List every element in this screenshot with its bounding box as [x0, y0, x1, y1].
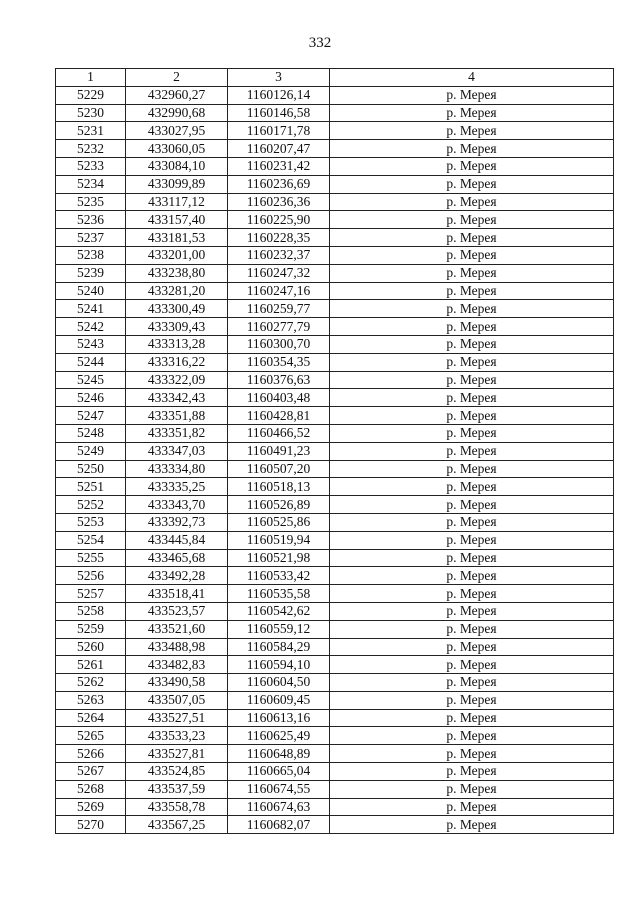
description-cell: р. Мерея	[330, 780, 614, 798]
description-cell: р. Мерея	[330, 531, 614, 549]
x-coordinate-cell: 433527,81	[126, 745, 228, 763]
y-coordinate-cell: 1160228,35	[228, 229, 330, 247]
table-row	[56, 798, 614, 816]
x-coordinate-cell: 433465,68	[126, 549, 228, 567]
x-coordinate-cell: 433334,80	[126, 460, 228, 478]
table-row	[56, 193, 614, 211]
point-number-cell: 5236	[56, 211, 126, 229]
table-row	[56, 780, 614, 798]
x-coordinate-cell: 433322,09	[126, 371, 228, 389]
y-coordinate-cell: 1160207,47	[228, 140, 330, 158]
table-row	[56, 763, 614, 781]
point-number-cell: 5248	[56, 424, 126, 442]
description-cell: р. Мерея	[330, 602, 614, 620]
y-coordinate-cell: 1160584,29	[228, 638, 330, 656]
y-coordinate-cell: 1160259,77	[228, 300, 330, 318]
description-cell: р. Мерея	[330, 763, 614, 781]
table-row	[56, 709, 614, 727]
description-cell: р. Мерея	[330, 745, 614, 763]
y-coordinate-cell: 1160521,98	[228, 549, 330, 567]
description-cell: р. Мерея	[330, 407, 614, 425]
coordinates-table	[55, 68, 614, 834]
description-cell: р. Мерея	[330, 727, 614, 745]
point-number-cell: 5234	[56, 175, 126, 193]
point-number-cell: 5250	[56, 460, 126, 478]
x-coordinate-cell: 433201,00	[126, 246, 228, 264]
y-coordinate-cell: 1160525,86	[228, 513, 330, 531]
y-coordinate-cell: 1160535,58	[228, 585, 330, 603]
y-coordinate-cell: 1160665,04	[228, 763, 330, 781]
point-number-cell: 5238	[56, 246, 126, 264]
table-row	[56, 549, 614, 567]
x-coordinate-cell: 433099,89	[126, 175, 228, 193]
point-number-cell: 5270	[56, 816, 126, 834]
table-row	[56, 264, 614, 282]
y-coordinate-cell: 1160354,35	[228, 353, 330, 371]
description-cell: р. Мерея	[330, 585, 614, 603]
point-number-cell: 5267	[56, 763, 126, 781]
point-number-cell: 5244	[56, 353, 126, 371]
point-number-cell: 5231	[56, 122, 126, 140]
point-number-cell: 5241	[56, 300, 126, 318]
point-number-cell: 5239	[56, 264, 126, 282]
description-cell: р. Мерея	[330, 638, 614, 656]
description-cell: р. Мерея	[330, 513, 614, 531]
description-cell: р. Мерея	[330, 816, 614, 834]
table-row	[56, 478, 614, 496]
x-coordinate-cell: 433281,20	[126, 282, 228, 300]
table-row	[56, 211, 614, 229]
table-row	[56, 335, 614, 353]
y-coordinate-cell: 1160594,10	[228, 656, 330, 674]
column-header: 2	[126, 69, 228, 87]
x-coordinate-cell: 433181,53	[126, 229, 228, 247]
point-number-cell: 5235	[56, 193, 126, 211]
y-coordinate-cell: 1160236,69	[228, 175, 330, 193]
x-coordinate-cell: 433309,43	[126, 318, 228, 336]
point-number-cell: 5259	[56, 620, 126, 638]
table-row	[56, 602, 614, 620]
y-coordinate-cell: 1160609,45	[228, 691, 330, 709]
description-cell: р. Мерея	[330, 175, 614, 193]
table-row	[56, 496, 614, 514]
y-coordinate-cell: 1160682,07	[228, 816, 330, 834]
point-number-cell: 5256	[56, 567, 126, 585]
y-coordinate-cell: 1160613,16	[228, 709, 330, 727]
y-coordinate-cell: 1160225,90	[228, 211, 330, 229]
table-header-row	[56, 69, 614, 87]
x-coordinate-cell: 433482,83	[126, 656, 228, 674]
x-coordinate-cell: 433527,51	[126, 709, 228, 727]
description-cell: р. Мерея	[330, 211, 614, 229]
description-cell: р. Мерея	[330, 122, 614, 140]
table-row	[56, 86, 614, 104]
point-number-cell: 5257	[56, 585, 126, 603]
table-row	[56, 745, 614, 763]
description-cell: р. Мерея	[330, 318, 614, 336]
description-cell: р. Мерея	[330, 229, 614, 247]
point-number-cell: 5253	[56, 513, 126, 531]
y-coordinate-cell: 1160648,89	[228, 745, 330, 763]
description-cell: р. Мерея	[330, 709, 614, 727]
point-number-cell: 5237	[56, 229, 126, 247]
description-cell: р. Мерея	[330, 193, 614, 211]
description-cell: р. Мерея	[330, 282, 614, 300]
table-row	[56, 727, 614, 745]
y-coordinate-cell: 1160126,14	[228, 86, 330, 104]
table-row	[56, 424, 614, 442]
y-coordinate-cell: 1160542,62	[228, 602, 330, 620]
description-cell: р. Мерея	[330, 798, 614, 816]
point-number-cell: 5266	[56, 745, 126, 763]
x-coordinate-cell: 433537,59	[126, 780, 228, 798]
point-number-cell: 5265	[56, 727, 126, 745]
description-cell: р. Мерея	[330, 140, 614, 158]
point-number-cell: 5243	[56, 335, 126, 353]
table-row	[56, 460, 614, 478]
table-row	[56, 567, 614, 585]
description-cell: р. Мерея	[330, 620, 614, 638]
point-number-cell: 5268	[56, 780, 126, 798]
table-row	[56, 371, 614, 389]
description-cell: р. Мерея	[330, 656, 614, 674]
description-cell: р. Мерея	[330, 549, 614, 567]
y-coordinate-cell: 1160507,20	[228, 460, 330, 478]
point-number-cell: 5263	[56, 691, 126, 709]
y-coordinate-cell: 1160247,16	[228, 282, 330, 300]
table-row	[56, 674, 614, 692]
point-number-cell: 5252	[56, 496, 126, 514]
table-row	[56, 246, 614, 264]
x-coordinate-cell: 433027,95	[126, 122, 228, 140]
description-cell: р. Мерея	[330, 264, 614, 282]
x-coordinate-cell: 433567,25	[126, 816, 228, 834]
table-row	[56, 175, 614, 193]
y-coordinate-cell: 1160231,42	[228, 157, 330, 175]
page-number: 332	[308, 35, 332, 51]
point-number-cell: 5230	[56, 104, 126, 122]
y-coordinate-cell: 1160491,23	[228, 442, 330, 460]
description-cell: р. Мерея	[330, 567, 614, 585]
point-number-cell: 5255	[56, 549, 126, 567]
description-cell: р. Мерея	[330, 496, 614, 514]
point-number-cell: 5232	[56, 140, 126, 158]
table-row	[56, 513, 614, 531]
table-row	[56, 691, 614, 709]
description-cell: р. Мерея	[330, 157, 614, 175]
x-coordinate-cell: 433343,70	[126, 496, 228, 514]
description-cell: р. Мерея	[330, 246, 614, 264]
x-coordinate-cell: 433157,40	[126, 211, 228, 229]
y-coordinate-cell: 1160232,37	[228, 246, 330, 264]
y-coordinate-cell: 1160247,32	[228, 264, 330, 282]
x-coordinate-cell: 433558,78	[126, 798, 228, 816]
x-coordinate-cell: 433351,88	[126, 407, 228, 425]
table-row	[56, 140, 614, 158]
y-coordinate-cell: 1160674,63	[228, 798, 330, 816]
point-number-cell: 5240	[56, 282, 126, 300]
x-coordinate-cell: 433488,98	[126, 638, 228, 656]
description-cell: р. Мерея	[330, 300, 614, 318]
table-row	[56, 300, 614, 318]
y-coordinate-cell: 1160146,58	[228, 104, 330, 122]
y-coordinate-cell: 1160403,48	[228, 389, 330, 407]
point-number-cell: 5233	[56, 157, 126, 175]
x-coordinate-cell: 432960,27	[126, 86, 228, 104]
description-cell: р. Мерея	[330, 460, 614, 478]
x-coordinate-cell: 433518,41	[126, 585, 228, 603]
x-coordinate-cell: 433524,85	[126, 763, 228, 781]
point-number-cell: 5254	[56, 531, 126, 549]
y-coordinate-cell: 1160277,79	[228, 318, 330, 336]
x-coordinate-cell: 433300,49	[126, 300, 228, 318]
description-cell: р. Мерея	[330, 674, 614, 692]
x-coordinate-cell: 433392,73	[126, 513, 228, 531]
y-coordinate-cell: 1160376,63	[228, 371, 330, 389]
table-row	[56, 318, 614, 336]
description-cell: р. Мерея	[330, 353, 614, 371]
y-coordinate-cell: 1160674,55	[228, 780, 330, 798]
table-row	[56, 229, 614, 247]
table-row	[56, 104, 614, 122]
table-row	[56, 389, 614, 407]
table-row	[56, 638, 614, 656]
point-number-cell: 5269	[56, 798, 126, 816]
y-coordinate-cell: 1160559,12	[228, 620, 330, 638]
description-cell: р. Мерея	[330, 691, 614, 709]
x-coordinate-cell: 433507,05	[126, 691, 228, 709]
y-coordinate-cell: 1160428,81	[228, 407, 330, 425]
description-cell: р. Мерея	[330, 478, 614, 496]
x-coordinate-cell: 433347,03	[126, 442, 228, 460]
y-coordinate-cell: 1160466,52	[228, 424, 330, 442]
x-coordinate-cell: 433490,58	[126, 674, 228, 692]
y-coordinate-cell: 1160519,94	[228, 531, 330, 549]
point-number-cell: 5251	[56, 478, 126, 496]
point-number-cell: 5258	[56, 602, 126, 620]
description-cell: р. Мерея	[330, 335, 614, 353]
table-row	[56, 531, 614, 549]
table-row	[56, 585, 614, 603]
y-coordinate-cell: 1160625,49	[228, 727, 330, 745]
x-coordinate-cell: 433445,84	[126, 531, 228, 549]
x-coordinate-cell: 433084,10	[126, 157, 228, 175]
column-header: 4	[330, 69, 614, 87]
table-row	[56, 620, 614, 638]
x-coordinate-cell: 433492,28	[126, 567, 228, 585]
table-row	[56, 122, 614, 140]
table-row	[56, 353, 614, 371]
description-cell: р. Мерея	[330, 442, 614, 460]
description-cell: р. Мерея	[330, 389, 614, 407]
point-number-cell: 5264	[56, 709, 126, 727]
y-coordinate-cell: 1160518,13	[228, 478, 330, 496]
table-row	[56, 816, 614, 834]
point-number-cell: 5245	[56, 371, 126, 389]
column-header: 1	[56, 69, 126, 87]
x-coordinate-cell: 433335,25	[126, 478, 228, 496]
table-row	[56, 407, 614, 425]
x-coordinate-cell: 433117,12	[126, 193, 228, 211]
x-coordinate-cell: 432990,68	[126, 104, 228, 122]
point-number-cell: 5260	[56, 638, 126, 656]
description-cell: р. Мерея	[330, 86, 614, 104]
x-coordinate-cell: 433316,22	[126, 353, 228, 371]
point-number-cell: 5229	[56, 86, 126, 104]
y-coordinate-cell: 1160300,70	[228, 335, 330, 353]
x-coordinate-cell: 433060,05	[126, 140, 228, 158]
point-number-cell: 5261	[56, 656, 126, 674]
point-number-cell: 5242	[56, 318, 126, 336]
point-number-cell: 5249	[56, 442, 126, 460]
description-cell: р. Мерея	[330, 371, 614, 389]
y-coordinate-cell: 1160171,78	[228, 122, 330, 140]
description-cell: р. Мерея	[330, 104, 614, 122]
y-coordinate-cell: 1160236,36	[228, 193, 330, 211]
y-coordinate-cell: 1160604,50	[228, 674, 330, 692]
x-coordinate-cell: 433342,43	[126, 389, 228, 407]
x-coordinate-cell: 433521,60	[126, 620, 228, 638]
x-coordinate-cell: 433313,28	[126, 335, 228, 353]
x-coordinate-cell: 433238,80	[126, 264, 228, 282]
table-row	[56, 157, 614, 175]
y-coordinate-cell: 1160533,42	[228, 567, 330, 585]
table-row	[56, 442, 614, 460]
x-coordinate-cell: 433533,23	[126, 727, 228, 745]
y-coordinate-cell: 1160526,89	[228, 496, 330, 514]
table-body	[56, 86, 614, 833]
point-number-cell: 5247	[56, 407, 126, 425]
x-coordinate-cell: 433523,57	[126, 602, 228, 620]
point-number-cell: 5246	[56, 389, 126, 407]
column-header: 3	[228, 69, 330, 87]
point-number-cell: 5262	[56, 674, 126, 692]
table-row	[56, 656, 614, 674]
x-coordinate-cell: 433351,82	[126, 424, 228, 442]
table-row	[56, 282, 614, 300]
description-cell: р. Мерея	[330, 424, 614, 442]
